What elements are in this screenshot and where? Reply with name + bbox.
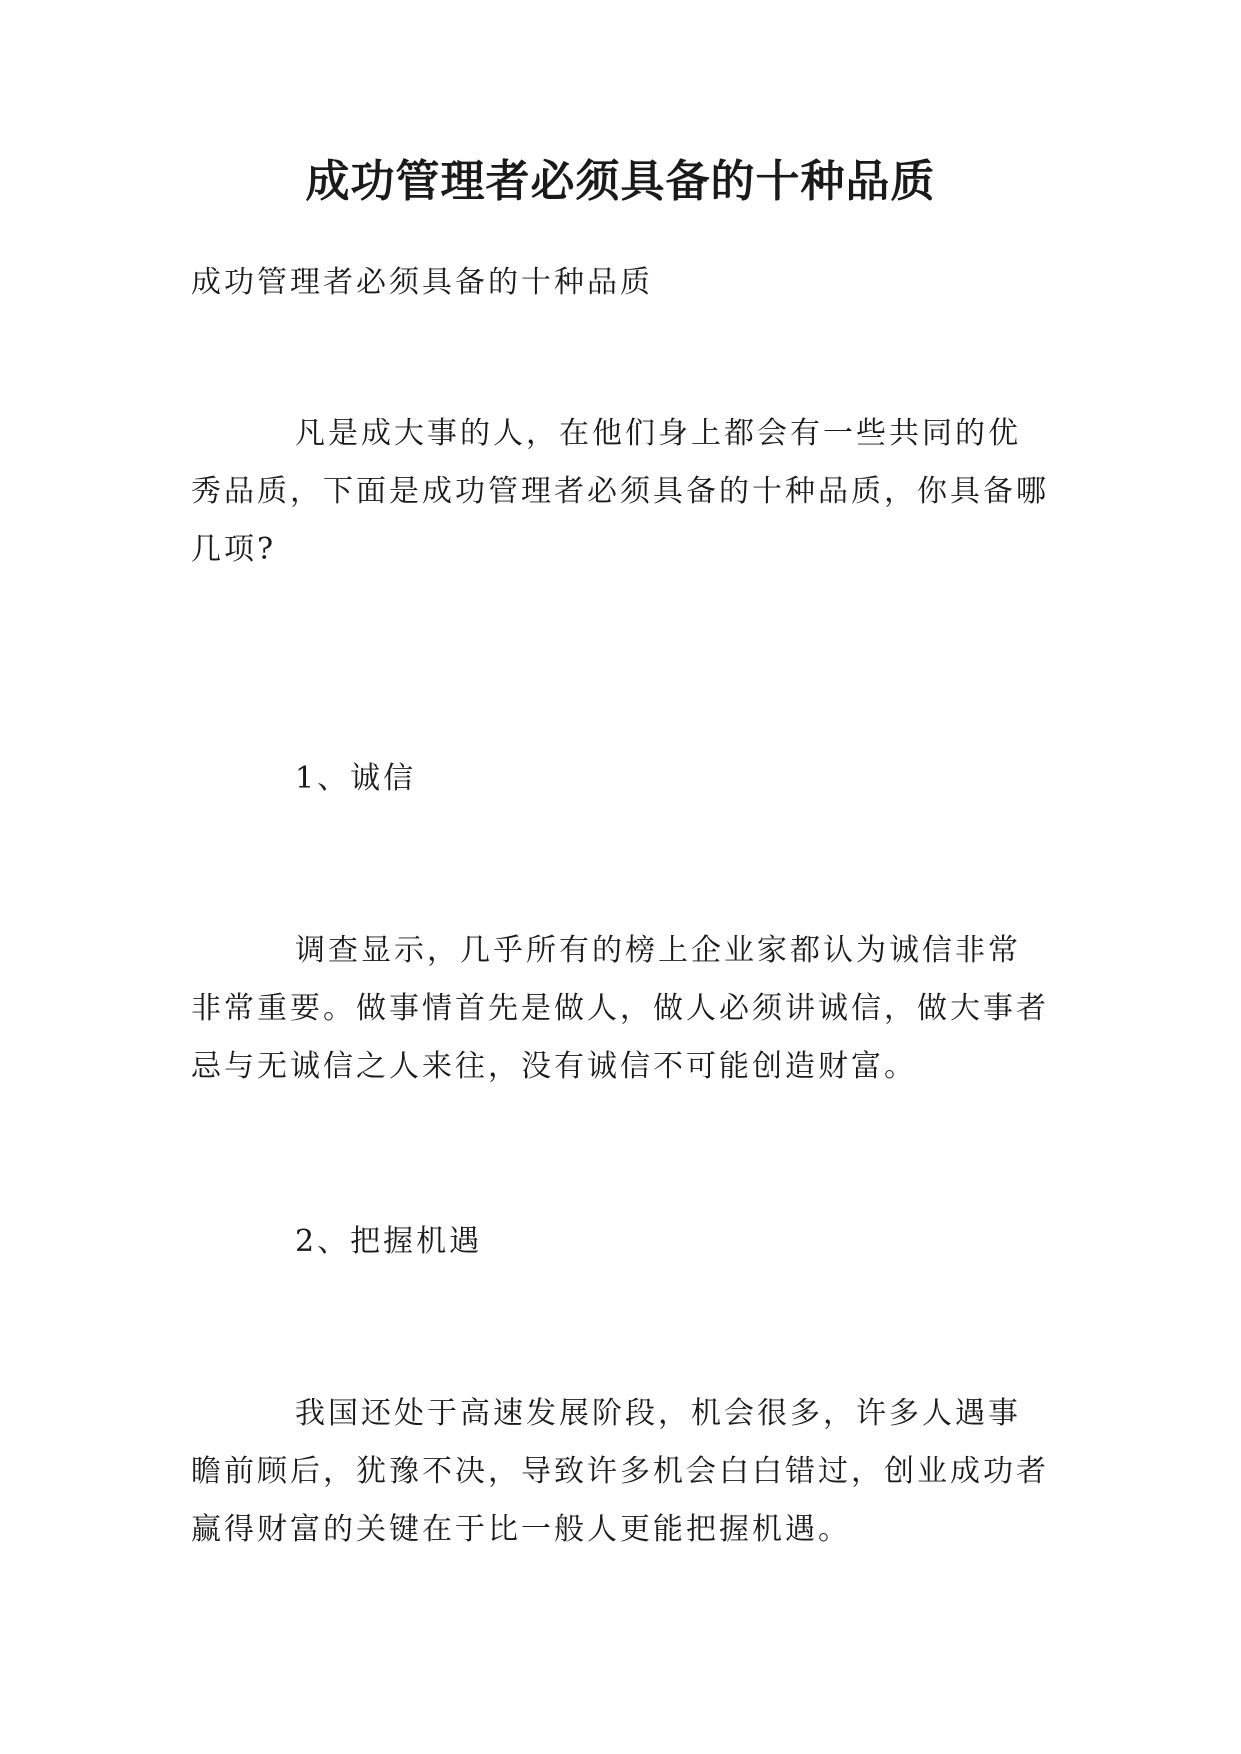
- section-paragraph: 调查显示，几乎所有的榜上企业家都认为诚信非常非常重要。做事情首先是做人，做人必须讲诚信，做大事者忌与无诚信之人来往，没有诚信不可能创造财富。: [191, 933, 1049, 1084]
- section-paragraph: 我国还处于高速发展阶段，机会很多，许多人遇事瞻前顾后，犹豫不决，导致许多机会白白错过，创业成功者赢得财富的关键在于比一般人更能把握机遇。: [191, 1396, 1049, 1547]
- document-subtitle: 成功管理者必须具备的十种品质: [191, 265, 653, 300]
- section-heading: 2、把握机遇: [295, 1224, 483, 1259]
- document-title: 成功管理者必须具备的十种品质: [305, 156, 936, 207]
- section-heading: 1、诚信: [295, 761, 417, 796]
- intro-paragraph: 凡是成大事的人，在他们身上都会有一些共同的优秀品质，下面是成功管理者必须具备的十种品质，你具备哪几项?: [191, 416, 1049, 567]
